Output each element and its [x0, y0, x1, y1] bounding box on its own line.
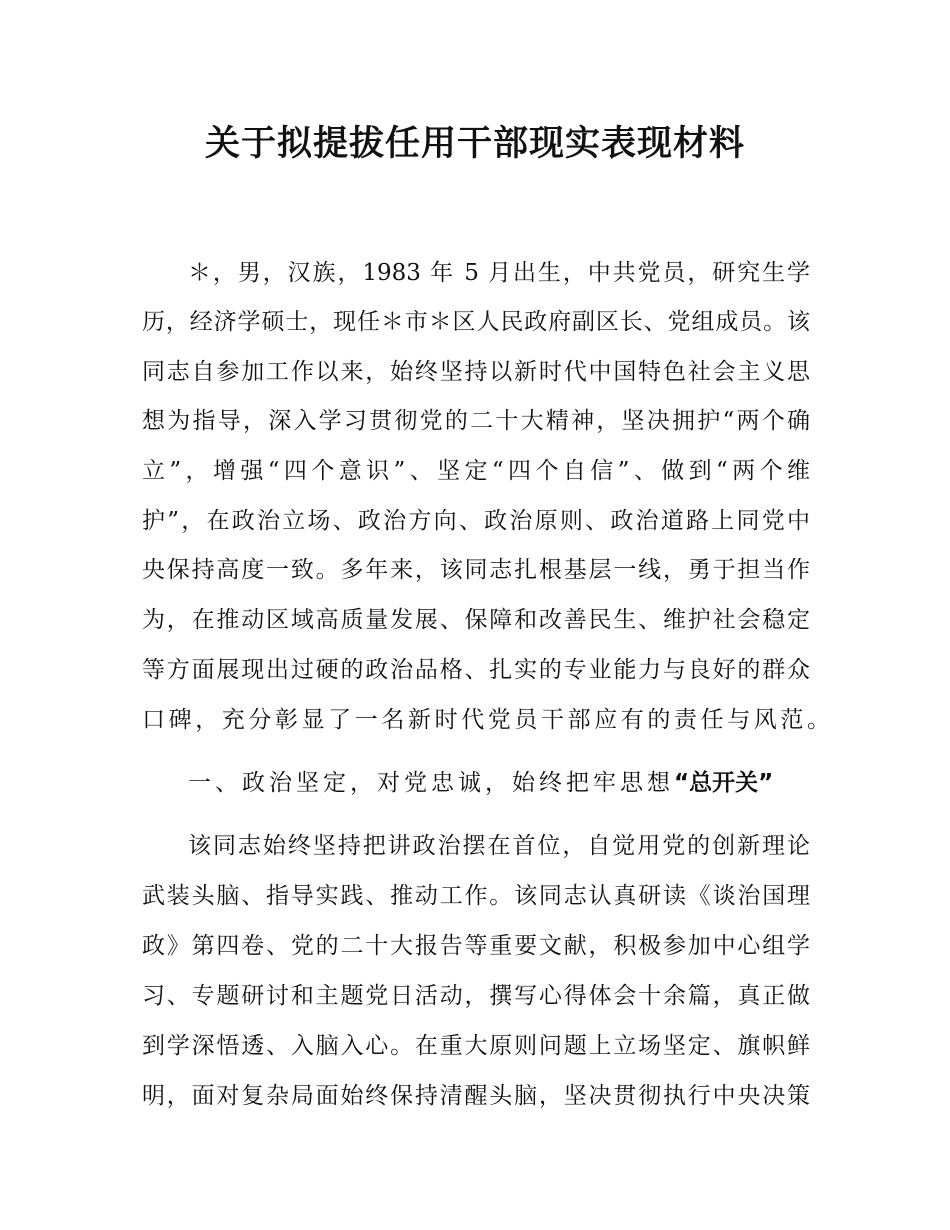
text-line: 习、专题研讨和主题党日活动，撰写心得体会十余篇，真正做	[142, 983, 810, 1009]
text-line: 该同志始终坚持把讲政治摆在首位，自觉用党的创新理论	[188, 833, 810, 859]
text-line: 历，经济学硕士，现任＊市＊区人民政府副区长、党组成员。该	[142, 309, 810, 335]
text-line: 想为指导，深入学习贯彻党的二十大精神，坚决拥护“两个确	[142, 408, 810, 434]
text-line: 立”，增强“四个意识”、坚定“四个自信”、做到“两个维	[142, 458, 810, 484]
text-line: 到学深悟透、入脑入心。在重大原则问题上立场坚定、旗帜鲜	[142, 1033, 810, 1059]
text-line: 护”，在政治立场、政治方向、政治原则、政治道路上同党中	[142, 508, 810, 534]
text-line: 口碑，充分彰显了一名新时代党员干部应有的责任与风范。	[142, 707, 834, 733]
section-heading-emphasis: “总开关”	[674, 770, 774, 796]
text-line: 政》第四卷、党的二十大报告等重要文献，积极参加中心组学	[142, 933, 810, 959]
text-line: 等方面展现出过硬的政治品格、扎实的专业能力与良好的群众	[142, 657, 810, 683]
text-line: 武装头脑、指导实践、推动工作。该同志认真研读《谈治国理	[142, 883, 810, 909]
section-heading	[188, 768, 773, 798]
document-title: 关于拟提拔任用干部现实表现材料	[204, 123, 745, 164]
text-line: ＊，男，汉族，1983 年 5 月出生，中共党员，研究生学	[188, 260, 810, 286]
section-heading-text: 一、政治坚定，对党忠诚，始终把牢思想	[188, 770, 674, 796]
text-line: 明，面对复杂局面始终保持清醒头脑，坚决贯彻执行中央决策	[142, 1083, 810, 1109]
text-line: 为，在推动区域高质量发展、保障和改善民生、维护社会稳定	[142, 607, 810, 633]
text-line: 央保持高度一致。多年来，该同志扎根基层一线，勇于担当作	[142, 557, 810, 583]
text-line: 同志自参加工作以来，始终坚持以新时代中国特色社会主义思	[142, 359, 810, 385]
